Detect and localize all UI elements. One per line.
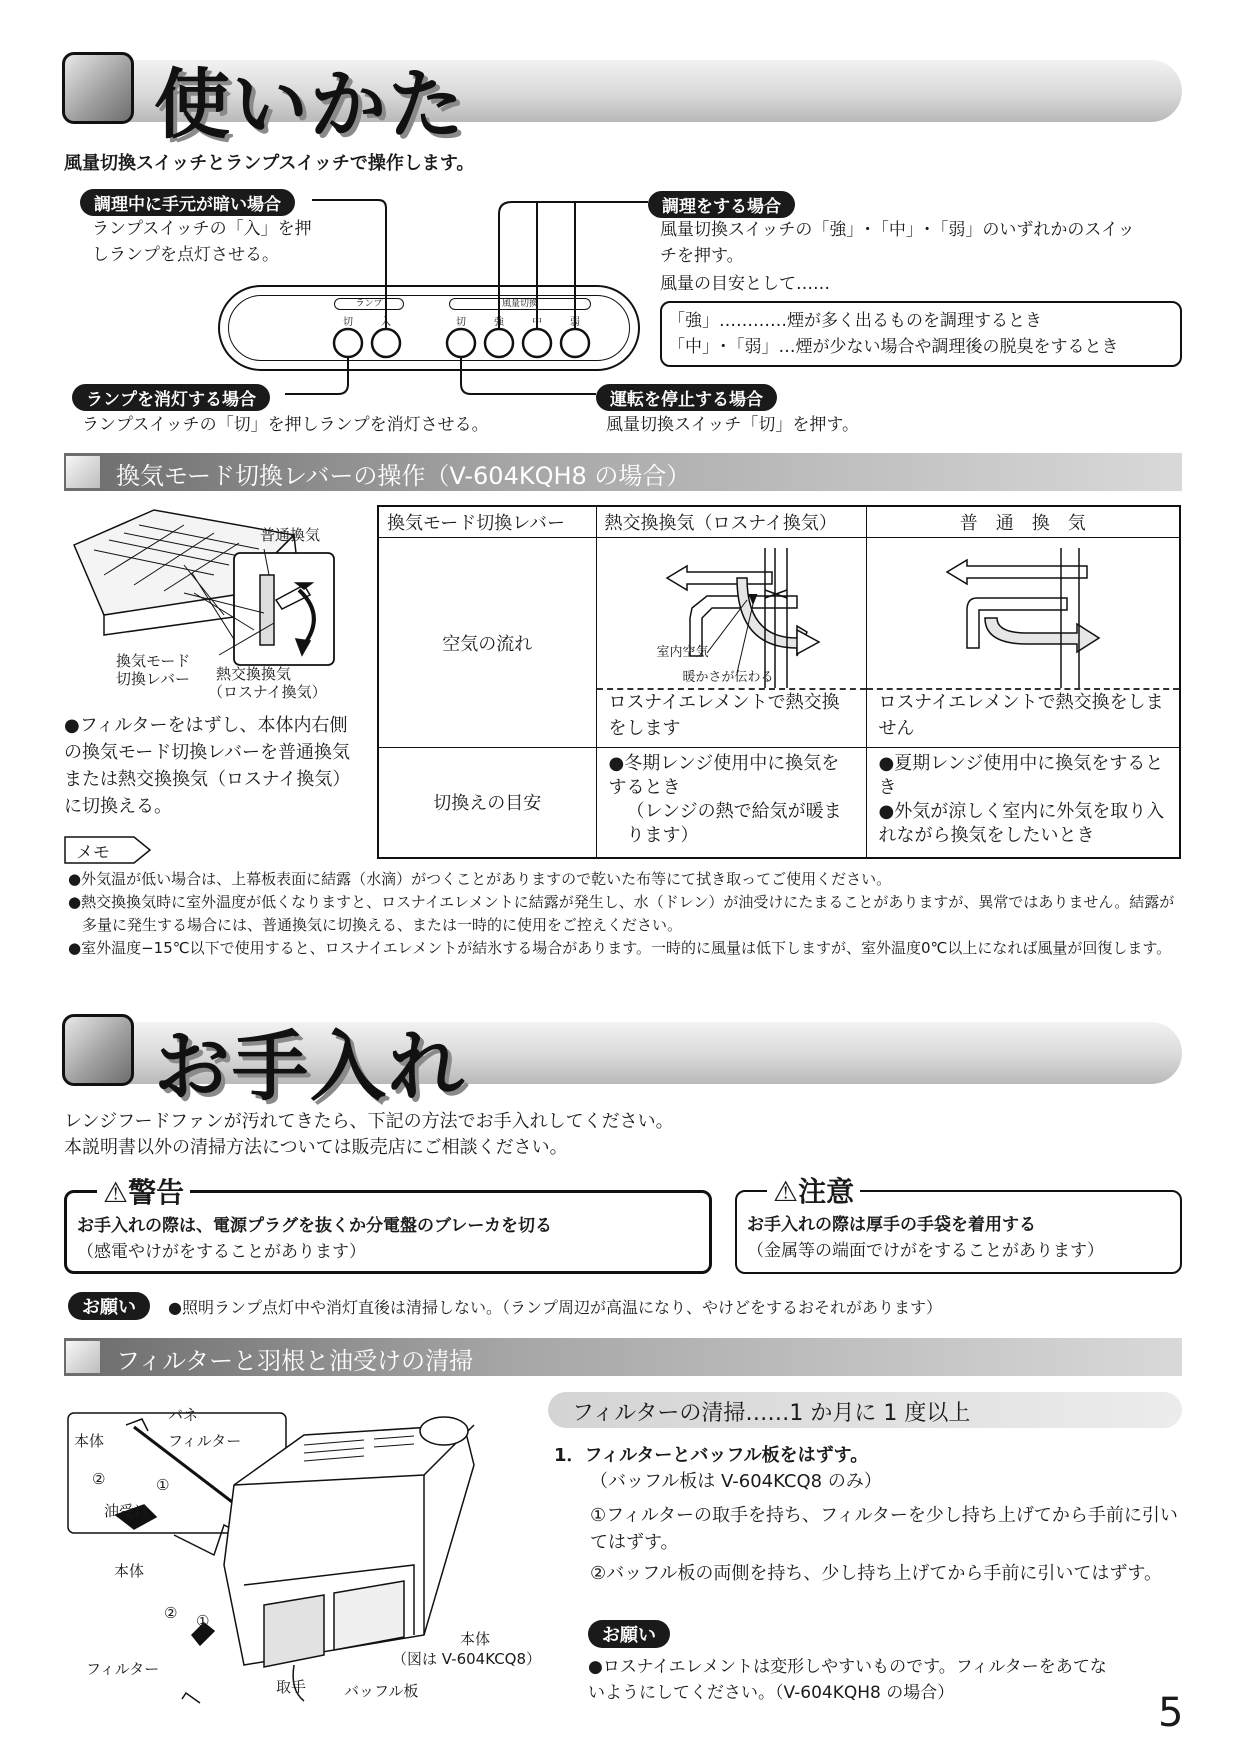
mode-table-switch-heat	[596, 748, 866, 858]
clean-step-1-b: ②バッフル板の両側を持ち、少し持ち上げてから手前に引いてはずす。	[590, 1563, 1162, 1584]
subsection-title-mode: 換気モード切換レバーの操作（V-604KQH8 の場合）	[116, 462, 691, 490]
lamp-on-button[interactable]	[372, 329, 400, 357]
clean-fig-body-2: 本体	[114, 1562, 145, 1580]
clean-fig-filter-2: フィルター	[86, 1660, 160, 1678]
fan-mid-button[interactable]	[523, 329, 551, 357]
callout-text-cook-3: 風量の目安として……	[660, 274, 830, 294]
subsection-title-clean: フィルターと羽根と油受けの清掃	[116, 1347, 474, 1375]
filter-clean-subtitle-bar	[548, 1392, 1182, 1428]
memo-tag	[64, 836, 154, 864]
callout-label-cook: 調理をする場合	[648, 191, 795, 218]
panel-lamp-group-label: ランプ	[334, 298, 404, 310]
heat-fig-warmth: 暖かさが伝わる	[682, 670, 774, 685]
mode-table-header-heat: 熱交換換気（ロスナイ換気）	[596, 506, 866, 538]
lever-label-lever-2: 切換レバー	[116, 670, 190, 688]
mode-instruction: ●フィルターをはずし、本体内右側の換気モード切換レバーを普通換気または熱交換換気（ロスナイ換気）に切換える。	[64, 715, 351, 817]
panel-label-fan-weak: 弱	[570, 317, 580, 328]
mode-table-header-lever: 換気モード切換レバー	[378, 506, 596, 538]
warning-box	[64, 1176, 712, 1274]
care-request-text: ●照明ランプ点灯中や消灯直後は清掃しない。（ランプ周辺が高温になり、やけどをするおそれがあります）	[168, 1298, 942, 1317]
mode-table-normal-when-1: ●夏期レンジ使用中に換気をするとき	[878, 753, 1164, 798]
mode-table-air-heat	[596, 538, 866, 748]
panel-label-fan-strong: 強	[494, 317, 504, 328]
lamp-off-button[interactable]	[334, 329, 362, 357]
panel-fan-group-label: 風量切換	[449, 298, 591, 310]
section-title-care: お手入れ	[154, 1022, 466, 1111]
callout-text-cook-2: チを押す。	[660, 246, 744, 266]
clean-fig-baffle: バッフル板	[344, 1682, 419, 1700]
clean-fig-step2: ②	[92, 1470, 106, 1488]
panel-label-lamp-off: 切	[343, 317, 353, 328]
callout-label-stop: 運転を停止する場合	[596, 384, 777, 411]
clean-request-label: お願い	[588, 1620, 670, 1648]
mode-table-heat-desc: ロスナイエレメントで熱交換をします	[597, 688, 866, 746]
mode-table-heat-when: ●冬期レンジ使用中に換気をするとき	[608, 753, 840, 798]
fan-guide-mid-weak: 「中」･「弱」…煙が少ない場合や調理後の脱臭をするとき	[668, 337, 1119, 357]
mode-table-row-air: 空気の流れ	[378, 538, 596, 748]
clean-fig-note: （図は V-604KCQ8）	[392, 1650, 542, 1668]
banner-square-icon	[62, 1014, 134, 1086]
fan-weak-button[interactable]	[561, 329, 589, 357]
clean-fig-step1: ①	[156, 1476, 170, 1494]
mode-table-heat-when-note: （レンジの熱で給気が暖まります）	[626, 801, 842, 846]
warning-title: 警告	[128, 1176, 185, 1209]
warning-heading	[97, 1171, 190, 1211]
mode-table-switch-normal	[866, 748, 1180, 858]
clean-fig-body-3: 本体	[460, 1630, 491, 1648]
subsection-square-icon	[66, 1341, 100, 1373]
panel-label-fan-off: 切	[456, 317, 466, 328]
caution-box	[735, 1175, 1182, 1274]
clean-fig-step2-b: ②	[164, 1604, 178, 1622]
panel-label-fan-mid: 中	[532, 317, 542, 328]
heat-fig-indoor-air: 室内空気	[656, 645, 709, 660]
lever-label-normal: 普通換気	[260, 526, 321, 544]
fan-off-button[interactable]	[447, 329, 475, 357]
caution-text: お手入れの際は厚手の手袋を着用する	[747, 1215, 1036, 1235]
usage-intro: 風量切換スイッチとランプスイッチで操作します。	[64, 153, 475, 174]
mode-table	[377, 505, 1181, 859]
warning-text: お手入れの際は、電源プラグを抜くか分電盤のブレーカを切る	[77, 1216, 552, 1236]
clean-request-text: ●ロスナイエレメントは変形しやすいものです。フィルターをあてないようにしてください。（V-604KQH8 の場合）	[588, 1657, 1107, 1703]
clean-fig-spring: バネ	[168, 1406, 199, 1424]
caution-heading	[767, 1170, 860, 1210]
fan-strong-button[interactable]	[485, 329, 513, 357]
callout-text-dark-2: しランプを点灯させる。	[92, 245, 279, 265]
heat-airflow-figure	[597, 538, 866, 688]
clean-fig-step1-b: ①	[196, 1612, 210, 1630]
clean-fig-body: 本体	[74, 1432, 105, 1450]
callout-text-dark-1: ランプスイッチの「入」を押	[92, 219, 312, 239]
care-intro-1: レンジフードファンが汚れてきたら、下記の方法でお手入れしてください。	[64, 1111, 674, 1132]
callout-text-stop: 風量切換スイッチ「切」を押す。	[606, 415, 859, 435]
clean-step-1-note: （バッフル板は V-604KCQ8 のみ）	[590, 1471, 882, 1492]
mode-table-normal-desc: ロスナイエレメントで熱交換をしません	[867, 688, 1180, 746]
care-request-label: お願い	[68, 1292, 150, 1320]
callout-label-lamp-off: ランプを消灯する場合	[72, 384, 270, 411]
mode-table-normal-when-2: ●外気が涼しく室内に外気を取り入れながら換気をしたいとき	[878, 801, 1165, 846]
memo-item-3: ●室外温度−15℃以下で使用すると、ロスナイエレメントが結氷する場合があります。一時的に風量は低下しますが、室外温度0℃以上になれば風量が回復します。	[68, 939, 1172, 957]
section-title-usage: 使いかた	[154, 60, 466, 149]
clean-fig-oil: 油受け	[104, 1502, 150, 1520]
page-number: 5	[1158, 1690, 1184, 1736]
warning-note: （感電やけがをすることがあります）	[77, 1242, 366, 1262]
lever-label-heat-2: （ロスナイ換気）	[208, 683, 327, 701]
subsection-square-icon	[66, 456, 100, 488]
caution-title: 注意	[798, 1175, 855, 1208]
mode-table-air-normal	[866, 538, 1180, 748]
memo-list	[64, 868, 1182, 960]
memo-label: メモ	[76, 843, 110, 863]
lever-label-lever-1: 換気モード	[116, 652, 191, 670]
section-banner-care	[62, 1010, 1182, 1111]
care-intro-2: 本説明書以外の清掃方法については販売店にご相談ください。	[64, 1137, 568, 1158]
callout-text-lamp-off: ランプスイッチの「切」を押しランプを消灯させる。	[82, 415, 489, 435]
subsection-bar-mode	[64, 453, 1182, 491]
clean-step-1-a: ①フィルターの取手を持ち、フィルターを少し持ち上げてから手前に引いてはずす。	[590, 1505, 1178, 1553]
mode-table-header-normal: 普 通 換 気	[866, 506, 1180, 538]
warning-triangle-icon: ⚠	[103, 1176, 129, 1209]
clean-fig-filter: フィルター	[168, 1432, 242, 1450]
mode-table-row-switch: 切換えの目安	[378, 748, 596, 858]
caution-note: （金属等の端面でけがをすることがあります）	[747, 1241, 1104, 1261]
fan-guide-strong: 「強」…………煙が多く出るものを調理するとき	[668, 311, 1042, 331]
normal-airflow-figure	[867, 538, 1180, 688]
clean-step-1: 1．フィルターとバッフル板をはずす。	[554, 1445, 869, 1466]
filter-clean-subtitle: フィルターの清掃……1 か月に 1 度以上	[572, 1401, 971, 1426]
clean-fig-handle: 取手	[276, 1678, 307, 1696]
usage-diagram-lines	[0, 0, 1240, 440]
lever-label-heat-1: 熱交換換気	[216, 665, 292, 683]
callout-text-cook-1: 風量切換スイッチの「強」･「中」･「弱」のいずれかのスイッ	[660, 220, 1135, 240]
caution-triangle-icon: ⚠	[773, 1175, 799, 1208]
memo-item-2: ●熱交換換気時に室外温度が低くなりますと、ロスナイエレメントに結露が発生し、水（ドレン）が油受けにたまることがありますが、異常ではありません。結露が多量に発生する場合には、普通換気に切換える、または一時的に使用をご控えください。	[68, 893, 1175, 934]
memo-item-1: ●外気温が低い場合は、上幕板表面に結露（水滴）がつくことがありますので乾いた布等にて拭き取ってご使用ください。	[68, 870, 892, 888]
subsection-bar-clean	[64, 1338, 1182, 1376]
panel-label-lamp-on: 入	[381, 317, 391, 328]
callout-label-dark: 調理中に手元が暗い場合	[80, 189, 295, 216]
